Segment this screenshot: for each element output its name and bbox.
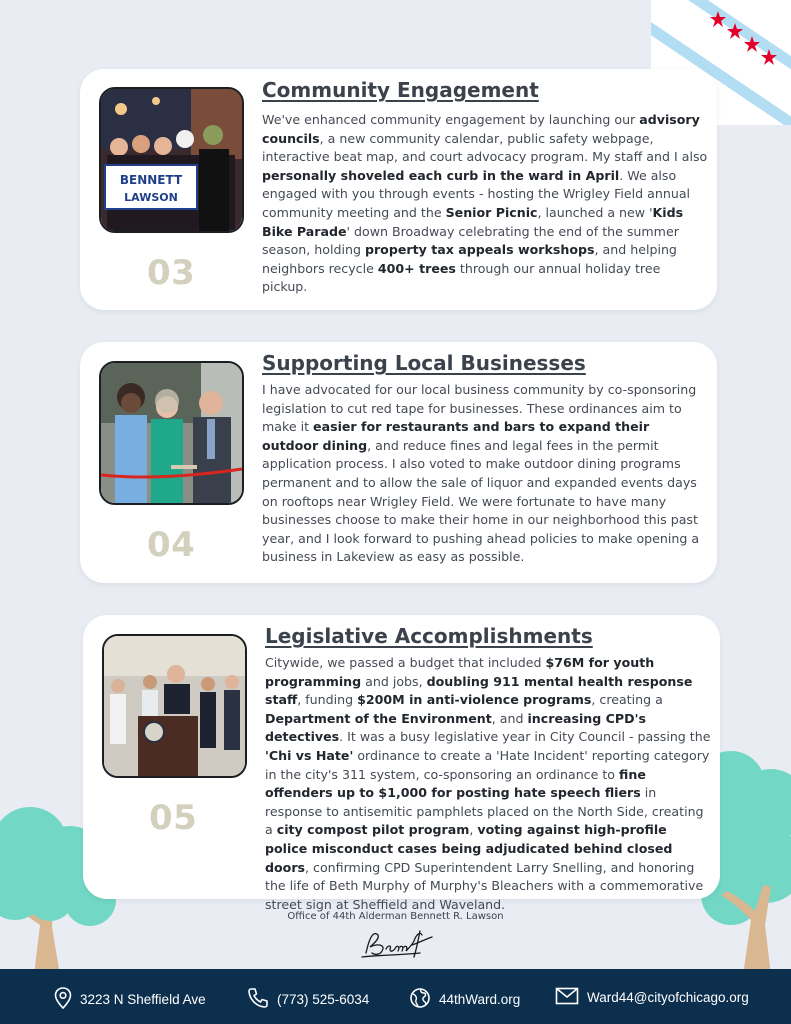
section-title: Community Engagement [262, 78, 539, 102]
paragraph-text: ordinance to create a 'Hate Incident' reporting category in the city's 311 system, co-sponsoring an ordinance to [265, 747, 710, 782]
paragraph-text: , a new community calendar, public safety webpage, interactive beat map, and court advocacy program. My staff and I also [262, 130, 708, 165]
paragraph-text: I have advocated for our local business community by co-sponsoring legislation to cut red tape for businesses. These ordinances aim to make it [262, 382, 697, 435]
highlight-text: 'Chi vs Hate' [265, 747, 354, 763]
section-paragraph [265, 654, 712, 914]
section-title: Supporting Local Businesses [262, 351, 586, 375]
section-card-legislative-accomplishments [83, 615, 720, 912]
paragraph-text: . It was a busy legislative year in City Council - passing the [339, 729, 711, 745]
highlight-text: Kids Bike Parade [262, 204, 684, 239]
footer-address [54, 987, 206, 1012]
section-number: 04 [147, 525, 196, 565]
ribbon-cutting-photo [99, 361, 244, 505]
paragraph-text: , confirming CPD Superintendent Larry Snelling, and honoring the life of Beth Murphy of Murphy's Bleachers with a commemorative street sign at Sheffield and Waveland. [265, 859, 704, 912]
paragraph-text: , and helping neighbors recycle [262, 242, 677, 276]
highlight-text: personally shoveled each curb in the ward in April [262, 167, 620, 183]
paragraph-text: Citywide, we passed a budget that included [265, 655, 546, 670]
paragraph-text: , and [491, 710, 528, 726]
section-card-supporting-local-businesses [80, 342, 717, 583]
footer-address-text: 3223 N Sheffield Ave [80, 992, 206, 1007]
footer-phone-text[interactable]: (773) 525-6034 [277, 992, 370, 1007]
highlight-text: easier for restaurants and bars to expand their outdoor dining [262, 419, 650, 453]
press-conference-photo [102, 634, 247, 778]
highlight-text: property tax appeals workshops [364, 242, 595, 258]
section-title: Legislative Accomplishments [265, 624, 593, 648]
phone-icon [247, 987, 269, 1012]
paragraph-text: , launched a new ' [537, 204, 653, 220]
highlight-text: Senior Picnic [445, 204, 538, 220]
highlight-text: $76M for youth programming [265, 655, 655, 689]
office-line: Office of 44th Alderman Bennett R. Lawson [287, 911, 504, 922]
globe-icon [409, 987, 431, 1012]
highlight-text: fine offenders up to $1,000 for posting hate speech fliers [265, 766, 646, 801]
section-paragraph [262, 381, 709, 567]
paragraph-text: , [469, 822, 478, 838]
highlight-text: $200M in anti-violence programs [357, 692, 592, 708]
paragraph-text: We've enhanced community engagement by launching our [262, 112, 640, 127]
location-pin-icon [54, 987, 72, 1012]
section-paragraph [262, 111, 709, 297]
banner-text-line2: LAWSON [124, 191, 178, 204]
highlight-text: 400+ trees [377, 260, 456, 276]
paragraph-text: , and reduce fines and legal fees in the permit application process. I also voted to make outdoor dining programs permanent and to allow the sale of liquor and expanded events days on rooftops near Wrigley Field. We were fortunate to have many businesses choose to make their home in our neighborhood this past year, and I look forward to pushing ahead policies to make opening a business in Lakeview as easy as possible. [262, 437, 700, 565]
highlight-text: Department of the Environment [265, 710, 492, 726]
highlight-text: city compost pilot program [276, 822, 470, 838]
banner-text-line1: BENNETT [119, 173, 183, 187]
mail-icon [555, 987, 579, 1008]
paragraph-text: . We also engaged with you through events - hosting the Wrigley Field annual community meeting and the [262, 167, 691, 220]
paragraph-text: through our annual holiday tree pickup. [262, 260, 661, 295]
highlight-text: doubling 911 mental health response staff [265, 673, 693, 708]
paragraph-text: and jobs, [361, 673, 427, 689]
footer-website[interactable] [409, 987, 520, 1012]
footer-email-text[interactable]: Ward44@cityofchicago.org [587, 990, 749, 1005]
footer-website-text[interactable]: 44thWard.org [439, 992, 521, 1007]
contact-footer [0, 969, 791, 1024]
footer-email[interactable] [555, 987, 749, 1008]
paragraph-text: ' down Broadway celebrating the end of the summer season, holding [262, 223, 679, 258]
highlight-text: increasing CPD's detectives [265, 710, 646, 745]
paragraph-text: , funding [297, 692, 358, 708]
section-number: 03 [147, 253, 196, 293]
paragraph-text: in response to antisemitic pamphlets placed on the North Side, creating a [265, 785, 704, 838]
paragraph-text: , creating a [591, 692, 663, 708]
footer-phone[interactable] [247, 987, 369, 1012]
signature [360, 925, 434, 966]
highlight-text: voting against high-profile police misconduct cases being adjudicated behind closed doors [265, 822, 673, 875]
section-number: 05 [149, 798, 198, 838]
section-card-community-engagement [80, 69, 717, 310]
highlight-text: advisory councils [262, 112, 700, 146]
community-event-photo [99, 87, 244, 233]
